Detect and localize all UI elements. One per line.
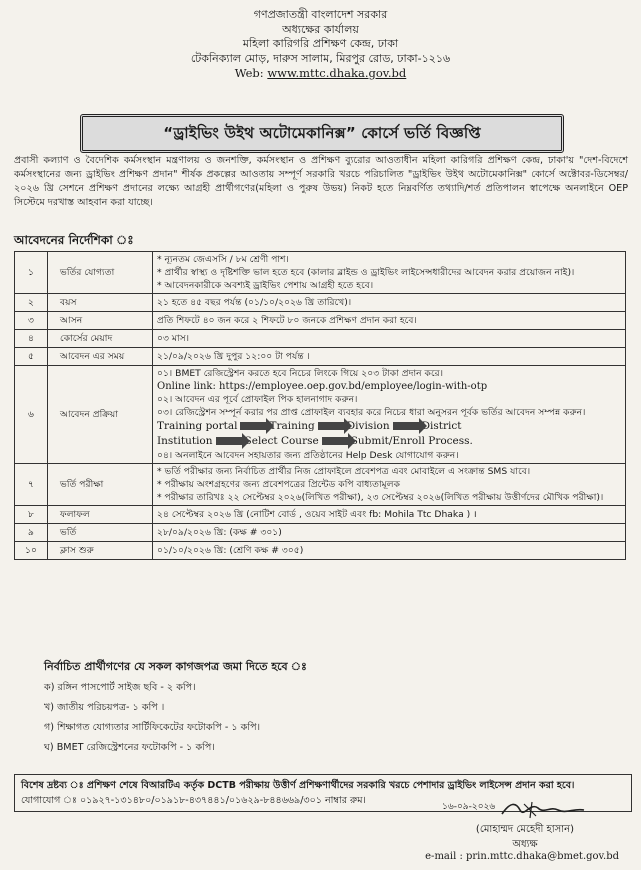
- arrow-right-icon: [240, 422, 266, 430]
- row-value: [153, 330, 626, 348]
- value-line: ২১/০৯/২০২৬ খ্রি দুপুর ১২:০০ টা পর্যন্ত ।: [157, 351, 310, 362]
- row-number: ৫: [15, 348, 48, 366]
- flow-step: Select Course: [244, 435, 319, 447]
- contact-line: যোগাযোগ ঃ ০১৯২৭-১৩১৪৮০/০১৯১৮-৪৩৭৪৪১/০১৬২৯-৮৪৪৬৬৯/৩০১ নাম্বার রুম।: [21, 795, 366, 806]
- table-row: [15, 252, 626, 294]
- row-label: ভর্তি পরীক্ষা: [48, 464, 153, 506]
- row-label: ক্লাস শুরু: [48, 542, 153, 560]
- row-number: ৪: [15, 330, 48, 348]
- table-row: [15, 312, 626, 330]
- row-number: ৩: [15, 312, 48, 330]
- row-number: ২: [15, 294, 48, 312]
- row-number: ১: [15, 252, 48, 294]
- header: [0, 8, 641, 81]
- row-label: ভর্তি: [48, 524, 153, 542]
- table-row: [15, 366, 626, 464]
- row-value: [153, 312, 626, 330]
- documents-title: নির্বাচিত প্রার্থীগণের যে সকল কাগজপত্র জমা দিতে হবে ঃ: [44, 660, 307, 673]
- row-number: ১০: [15, 542, 48, 560]
- value-line: * আবেদনকারীকে অবশ্যই ড্রাইভিং পেশায় আগ্রহী হতে হবে।: [157, 280, 374, 291]
- row-label: বয়স: [48, 294, 153, 312]
- value-line: ০১/১০/২০২৬ খ্রি: (শ্রেণি কক্ষ # ৩০৫): [157, 545, 304, 556]
- page-title: “ড্রাইভিং উইথ অটোমেকানিক্স” কোর্সে ভর্তি বিজ্ঞপ্তি: [80, 114, 564, 153]
- online-link[interactable]: Online link: https://employee.oep.gov.bd/employee/login-with-otp: [157, 381, 488, 392]
- table-row: [15, 542, 626, 560]
- table-row: [15, 294, 626, 312]
- arrow-right-icon: [393, 422, 419, 430]
- value-line: প্রতি শিফটে ৪০ জন করে ২ শিফটে ৮০ জনকে প্রশিক্ষণ প্রদান করা হবে।: [157, 315, 417, 326]
- arrow-right-icon: [318, 422, 344, 430]
- flow-step: Institution: [157, 435, 213, 447]
- web-label: Web:: [234, 66, 264, 80]
- value-line: ০৩ মাস।: [157, 333, 189, 344]
- value-line: ২৪ সেপ্টেম্বর ২০২৬ খ্রি (নোটিশ বোর্ড , ওয়েব সাইট এবং fb: Mohila Ttc Dhaka ) ।: [157, 509, 477, 520]
- table-row: [15, 506, 626, 524]
- row-value: [153, 506, 626, 524]
- row-value: [153, 542, 626, 560]
- row-label: কোর্সের মেয়াদ: [48, 330, 153, 348]
- email-address[interactable]: e-mail : prin.mttc.dhaka@bmet.gov.bd: [425, 851, 619, 862]
- arrow-right-icon: [216, 437, 242, 445]
- row-value: [153, 366, 626, 464]
- row-value: [153, 252, 626, 294]
- row-value: [153, 348, 626, 366]
- value-line: * প্রার্থীর স্বাস্থ্য ও দৃষ্টিশক্তি ভাল হতে হবে (কালার ব্লাইন্ড ও ড্রাইভিং লাইসেন্সধারীদের আবেদন করার প্রয়োজন নাই)।: [157, 267, 575, 278]
- document-item: ঘ) BMET রেজিস্ট্রেশনের ফটোকপি - ১ কপি।: [44, 742, 215, 753]
- value-line: * ভর্তি পরীক্ষার জন্য নির্বাচিত প্রার্থীর নিজ প্রোফাইলে প্রবেশপত্র এবং মোবাইলে এ সংক্রান্ত SMS যাবে।: [157, 466, 531, 477]
- header-institute: মহিলা কারিগরি প্রশিক্ষণ কেন্দ্র, ঢাকা: [242, 37, 399, 50]
- process-step: ০২। আবেদন এর পূর্বে প্রোফাইল পিক হালনাগাদ করুন।: [157, 394, 358, 405]
- row-number: ৯: [15, 524, 48, 542]
- row-label: ভর্তির যোগ্যতা: [48, 252, 153, 294]
- row-label: ফলাফল: [48, 506, 153, 524]
- row-value: [153, 464, 626, 506]
- header-web: [0, 66, 641, 81]
- value-line: * পরীক্ষায় অংশগ্রহণের জন্য প্রবেশপত্রের প্রিন্টেড কপি বাধ্যতামূলক: [157, 479, 401, 490]
- document-item: খ) জাতীয় পরিচয়পত্র- ১ কপি ।: [44, 702, 165, 713]
- documents-list: [44, 678, 260, 758]
- row-label: আবেদন প্রক্রিয়া: [48, 366, 153, 464]
- value-line: * পরীক্ষার তারিখঃ ২২ সেপ্টেম্বর ২০২৬(লিখিত পরীক্ষা), ২৩ সেপ্টেম্বর ২০২৬(লিখিত পরীক্ষায় উত্তীর্ণদের মৌখিক পরীক্ষা)।: [157, 492, 604, 503]
- signer-name: (মোহাম্মদ মেহেদী হাসান): [475, 824, 575, 835]
- header-govt: গণপ্রজাতন্ত্রী বাংলাদেশ সরকার: [253, 8, 388, 21]
- value-line: * ন্যূনতম জেএসসি / ৮ম শ্রেণী পাশ।: [157, 254, 289, 265]
- row-number: ৬: [15, 366, 48, 464]
- special-notice: বিশেষ দ্রষ্টব্য ঃ প্রশিক্ষণ শেষে বিআরটিএ কর্তৃক DCTB পরীক্ষায় উত্তীর্ণ প্রশিক্ষণার্থীদের সরকারি খরচে পেশাদার ড্রাইভিং লাইসেন্স প্রদান করা হবে।: [21, 780, 575, 791]
- instructions-title: আবেদনের নির্দেশিকা ঃ: [14, 233, 134, 247]
- process-step: ০৩। রেজিস্ট্রেশন সম্পূর্ন করার পর প্রাপ্ত প্রোফাইল ব্যবহার করে নিচের ধারা অনুসরন পূর্বক ভর্তির আবেদন সম্পন্ন করুন।: [157, 407, 586, 418]
- intro-paragraph: প্রবাসী কল্যাণ ও বৈদেশিক কর্মসংস্থান মন্ত্রণালয় ও জনশক্তি, কর্মসংস্থান ও প্রশিক্ষণ ব্যুরোর আওতাধীন মহিলা কারিগরি প্রশিক্ষণ কেন্দ্র, ঢাকা'য় "দেশ-বিদেশে কর্মসংস্থানের জন্য ড্রাইভিং প্রশিক্ষণ প্রদান" শীর্ষক প্রকল্পের আওতায় সম্পূর্ণ সরকারি খরচে পরিচালিত "ড্রাইভিং উইথ অটোমেকানিক্স" কোর্সে অক্টোবর-ডিসেম্বর/২০২৬ খ্রি সেশনে প্রশিক্ষণ প্রদানের লক্ষ্যে আগ্রহী প্রার্থীগণের(মহিলা ও পুরুষ উভয়) নিকট হতে নিম্নবর্ণিত তথ্যাদি/শর্ত প্রতিপালন স্বাপেক্ষে অনলাইনে OEP সিস্টেমে দরখাস্ত আহবান করা যাচ্ছে।: [14, 155, 628, 208]
- row-value: [153, 294, 626, 312]
- flow-step: District: [421, 420, 462, 432]
- row-number: ৭: [15, 464, 48, 506]
- flow-step: Training: [269, 420, 315, 432]
- table-row: [15, 464, 626, 506]
- arrow-right-icon: [322, 437, 348, 445]
- document-item: ক) রঙ্গিন পাসপোর্ট সাইজ ছবি - ২ কপি।: [44, 682, 196, 693]
- header-office: অধ্যক্ষের কার্যালয়: [282, 22, 359, 36]
- instructions-table: [14, 251, 626, 560]
- flow-step: Training portal: [157, 420, 238, 432]
- document-item: গ) শিক্ষাগত যোগ্যতার সার্টিফিকেটের ফটোকপি - ১ কপি।: [44, 722, 261, 733]
- process-flow: [157, 419, 621, 449]
- flow-step: Division: [346, 420, 390, 432]
- signer-designation: অধ্যক্ষ: [512, 839, 538, 850]
- table-row: [15, 524, 626, 542]
- row-value: [153, 524, 626, 542]
- table-row: [15, 348, 626, 366]
- value-line: ২৮/০৯/২০২৬ খ্রি: (কক্ষ # ৩০১): [157, 527, 282, 538]
- row-label: আসন: [48, 312, 153, 330]
- row-number: ৮: [15, 506, 48, 524]
- process-step: ০৪। অনলাইনে আবেদন সহায়তার জন্য প্রতিষ্ঠানের Help Desk যোগাযোগ করুন।: [157, 450, 459, 461]
- flow-step: Submit/Enroll Process.: [350, 435, 473, 447]
- signature-block: [420, 798, 630, 852]
- signature-date: ১৬-০৯-২০২৬: [442, 802, 496, 812]
- process-step: ০১। BMET রেজিস্ট্রেশন করতে হবে নিচের লিংকে গিয়ে ২০৩ টাকা প্রদান করে।: [157, 368, 443, 379]
- table-row: [15, 330, 626, 348]
- value-line: ২১ হতে ৪৫ বছর পর্যন্ত (০১/১০/২০২৬ খ্রি তারিখে)।: [157, 297, 352, 308]
- row-label: আবেদন এর সময়: [48, 348, 153, 366]
- header-address: টেকনিক্যাল মোড়, দারুস সালাম, মিরপুর রোড, ঢাকা-১২১৬: [190, 51, 451, 65]
- web-link[interactable]: www.mttc.dhaka.gov.bd: [267, 66, 407, 80]
